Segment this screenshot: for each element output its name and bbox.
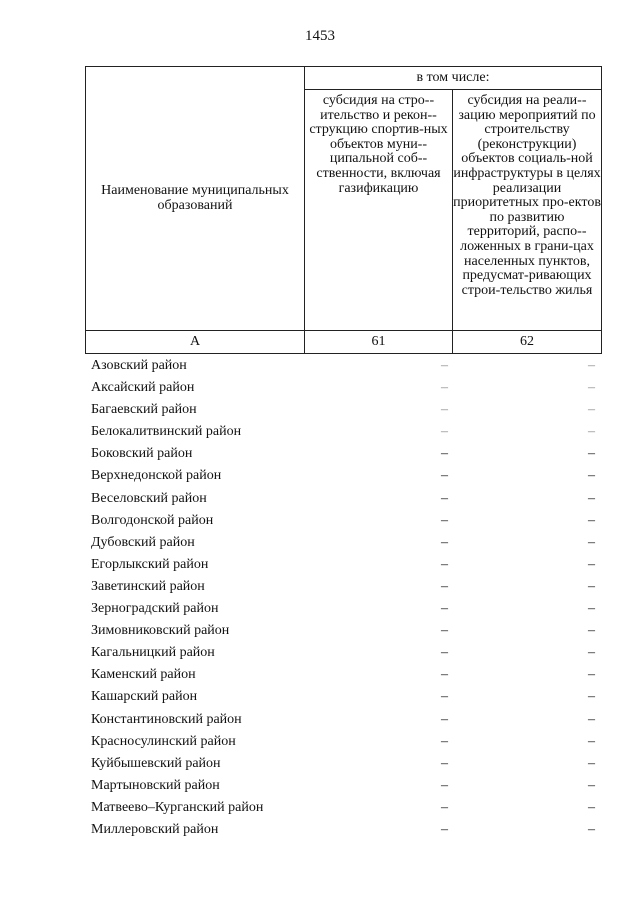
index-a: А [86, 331, 305, 354]
value-61: – [441, 799, 448, 815]
value-61: – [441, 424, 448, 440]
value-62: – [588, 821, 595, 837]
table-row [85, 421, 601, 443]
index-62: 62 [453, 331, 602, 354]
municipality-name: Азовский район [91, 358, 187, 373]
value-62: – [588, 358, 595, 373]
table-row [85, 377, 601, 399]
value-61: – [441, 689, 448, 705]
table-row [85, 642, 601, 664]
municipality-name: Белокалитвинский район [91, 424, 242, 440]
value-61: – [441, 755, 448, 771]
header-in-total: в том числе: [305, 67, 602, 90]
municipality-name: Зерноградский район [91, 601, 219, 617]
index-61: 61 [305, 331, 453, 354]
table-row [85, 686, 601, 708]
value-61: – [441, 821, 448, 837]
value-62: – [588, 733, 595, 749]
value-61: – [441, 578, 448, 594]
municipality-name: Матвеево–Курганский район [91, 799, 264, 815]
value-62: – [588, 601, 595, 617]
municipality-name: Красносулинский район [91, 733, 236, 749]
municipality-name: Верхнедонской район [91, 468, 222, 484]
value-62: – [588, 468, 595, 484]
table-row [85, 399, 601, 421]
value-61: – [441, 711, 448, 727]
table-row [85, 554, 601, 576]
value-61: – [441, 645, 448, 661]
table-row [85, 620, 601, 642]
municipality-name: Веселовский район [91, 490, 207, 506]
municipality-name: Егорлыкский район [91, 556, 209, 572]
value-61: – [441, 623, 448, 639]
header-col-62: субсидия на реали-зацию мероприятий по строительству (реконструкции) объектов социаль-ной инфраструктуры в целях реализации приоритетных про-ектов по развитию территорий, распо-ложенных в грани-цах населенных пунктов, предусмат-ривающих строи-тельство жилья [453, 90, 602, 331]
value-61: – [441, 733, 448, 749]
municipality-name: Кашарский район [91, 689, 198, 705]
value-62: – [588, 799, 595, 815]
table-row [85, 598, 601, 620]
municipality-name: Зимовниковский район [91, 623, 230, 639]
value-62: – [588, 534, 595, 550]
value-62: – [588, 645, 595, 661]
value-62: – [588, 380, 595, 396]
municipality-name: Миллеровский район [91, 821, 219, 837]
table-row [85, 355, 601, 377]
value-61: – [441, 512, 448, 528]
table-row [85, 797, 601, 819]
header-municipality: Наименование муниципальных образований [86, 67, 305, 331]
municipality-name: Кагальницкий район [91, 645, 215, 661]
value-62: – [588, 711, 595, 727]
municipality-name: Каменский район [91, 667, 196, 683]
value-62: – [588, 578, 595, 594]
table-row [85, 731, 601, 753]
value-61: – [441, 358, 448, 373]
table-row [85, 576, 601, 598]
value-61: – [441, 556, 448, 572]
table-row [85, 753, 601, 775]
value-62: – [588, 689, 595, 705]
value-62: – [588, 490, 595, 506]
table-row [85, 488, 601, 510]
municipality-name: Волгодонской район [91, 512, 214, 528]
municipality-name: Багаевский район [91, 402, 197, 418]
value-61: – [441, 601, 448, 617]
table-header [85, 66, 602, 354]
table-row [85, 775, 601, 797]
table-body [85, 355, 601, 841]
value-61: – [441, 468, 448, 484]
municipality-name: Заветинский район [91, 578, 205, 594]
value-61: – [441, 490, 448, 506]
value-61: – [441, 402, 448, 418]
table-row [85, 819, 601, 841]
value-62: – [588, 402, 595, 418]
value-61: – [441, 534, 448, 550]
value-62: – [588, 556, 595, 572]
value-62: – [588, 755, 595, 771]
municipality-name: Дубовский район [91, 534, 195, 550]
value-62: – [588, 446, 595, 462]
municipality-name: Аксайский район [91, 380, 195, 396]
table-row [85, 532, 601, 554]
value-61: – [441, 380, 448, 396]
municipality-name: Куйбышевский район [91, 755, 221, 771]
value-61: – [441, 777, 448, 793]
table-row [85, 465, 601, 487]
header-col-61: субсидия на стро-ительство и рекон-струкцию спортив-ных объектов муни-ципальной соб-ственности, включая газификацию [305, 90, 453, 331]
table-row [85, 709, 601, 731]
value-62: – [588, 623, 595, 639]
value-61: – [441, 667, 448, 683]
table-row [85, 510, 601, 532]
page-number: 1453 [305, 28, 335, 44]
value-62: – [588, 424, 595, 440]
table-row [85, 443, 601, 465]
municipality-name: Боковский район [91, 446, 193, 462]
value-62: – [588, 777, 595, 793]
value-62: – [588, 512, 595, 528]
municipality-name: Мартыновский район [91, 777, 220, 793]
value-62: – [588, 667, 595, 683]
value-61: – [441, 446, 448, 462]
municipality-name: Константиновский район [91, 711, 242, 727]
table-row [85, 664, 601, 686]
